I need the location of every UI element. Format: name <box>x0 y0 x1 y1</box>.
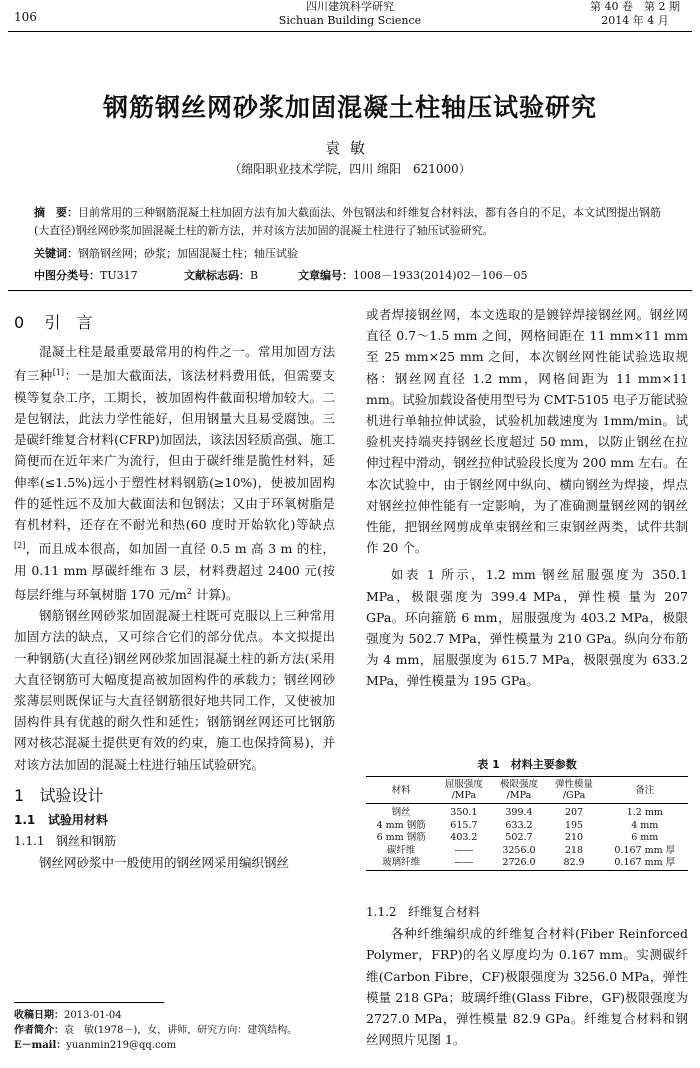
keywords-text: 钢筋钢丝网；砂浆；加固混凝土柱；轴压试验 <box>78 247 298 260</box>
page-header <box>0 0 700 32</box>
table-header-cell: 屈服强度 /MPa <box>436 777 491 804</box>
section-1-1-title: 试验用材料 <box>47 812 108 827</box>
left-column <box>14 312 335 874</box>
section-0-title: 引 言 <box>44 313 93 332</box>
table-header-row <box>366 777 688 804</box>
table-row <box>366 857 688 870</box>
issue-info <box>590 0 680 28</box>
table-cell: 2726.0 <box>491 857 546 870</box>
section-1-1-1-number: 1.1.1 <box>14 834 45 849</box>
author-email: E－mail：yuanmin219@qq.com <box>14 1040 177 1051</box>
table-row <box>366 820 688 833</box>
table-cell: 633.2 <box>505 819 533 831</box>
table-cell: 403.2 <box>450 832 478 843</box>
section-0-number: 0 <box>14 313 25 332</box>
materials-paragraph-2: 如表 1 所示，1.2 mm 钢丝屈服强度为 350.1 MPa，极限强度为 399.4 MPa，弹性模 量为 207 GPa。环向箍筋 6 mm，屈服强度为 403.2 MPa，极限强度为 502.7 MPa，弹性模量为 210 GPa。纵向分布筋为 4 mm，屈服强度为 615.7 MPa，极限强度为 633.2 MPa，弹性模量为 195 GPa。 <box>366 567 688 689</box>
table-header-cell: 极限强度 /MPa <box>491 777 546 804</box>
table-cell: 399.4 <box>505 807 533 818</box>
footnote-rule <box>14 1002 164 1003</box>
table-row <box>366 804 688 820</box>
clc-value: TU317 <box>100 269 138 282</box>
abstract <box>34 204 674 240</box>
table-1 <box>366 776 688 871</box>
article-number-label: 文章编号： <box>298 269 353 282</box>
table-cell: 6 mm <box>631 832 659 843</box>
table-cell: 碳纤维 <box>386 844 416 856</box>
table-cell: 6 mm 钢筋 <box>376 832 426 843</box>
materials-paragraph-start: 钢丝网砂浆中一般使用的钢丝网采用编织钢丝 <box>39 855 290 871</box>
table-cell: 1.2 mm <box>626 807 663 818</box>
journal-name-cn: 四川建筑科学研究 <box>306 0 394 13</box>
right-column-top <box>366 304 688 692</box>
table-cell: 502.7 <box>505 832 533 843</box>
table-1-caption: 表 1 材料主要参数 <box>477 758 577 771</box>
right-column-bottom <box>366 902 688 1050</box>
author-bio: 作者简介：袁 敏(1978－)，女，讲师，研究方向：建筑结构。 <box>14 1025 298 1036</box>
section-1-1-1-title: 钢丝和钢筋 <box>56 834 117 849</box>
article-number <box>298 267 528 283</box>
article-number-value: 1008－1933(2014)02－106－05 <box>353 269 528 282</box>
table-header-cell: 材料 <box>366 777 436 804</box>
table-cell: 玻璃纤维 <box>366 857 436 870</box>
abstract-text: 目前常用的三种钢筋混凝土柱加固方法有加大截面法、外包钢法和纤维复合材料法，都有各自的不足，本文试图提出钢筋(大直径)钢丝网砂浆加固混凝土柱的新方法，并对该方法加固的混凝土柱进行了轴压试验研究。 <box>34 206 661 237</box>
citation-2: [2] <box>14 541 26 551</box>
section-1-1-2-heading <box>366 902 688 923</box>
intro-paragraph-1: 混凝土柱是最重要最常用的构件之一。常用加固方法有三种[1]：一是加大截面法，该法材料费用低，但需要支模等复杂工序，工期长，被加固构件截面积增加较大。二是包钢法，此法力学性能好，但用钢量大且易受腐蚀。三是碳纤维复合材料(CFRP)加固法，该法因轻质高强、施工简便而在近年来广为流行，但由于碳纤维是脆性材料，延伸率(≤1.5%)远小于塑性材料钢筋(≥10%)，使被加固构件的延性远不及加大截面法和包钢法；又由于环氧树脂是有机材料，还存在不耐光和热(60 度时开始软化)等缺点[2]，而且成本很高，如加固一直径 0.5 m 高 3 m 的柱，用 0.11 mm 厚碳纤维布 3 层，材料费超过 2400 元(按每层纤维与环氧树脂 170 元$/m^2$ 计算)。 <box>14 344 335 602</box>
section-1-1-heading <box>14 810 335 831</box>
intro-paragraph-2: 钢筋钢丝网砂浆加固混凝土柱既可克服以上三种常用加固方法的缺点，又可综合它们的部分优点。本文拟提出一种钢筋(大直径)钢丝网砂浆加固混凝土柱的新方法(采用大直径钢筋可大幅度提高被加固构件的承载力；钢丝网砂浆薄层则既保证与大直径钢筋很好地共同工作，又使被加固构件具有优越的耐久性和延性；钢筋钢丝网还可比钢筋网对核芯混凝土提供更有效的约束，施工也保持简易)，并对该方法加固的混凝土柱进行轴压试验研究。 <box>14 608 335 772</box>
table-cell: 0.167 mm 厚 <box>614 844 676 856</box>
section-1-title: 试验设计 <box>39 785 104 805</box>
doc-code-label: 文献标志码： <box>184 269 250 282</box>
table-cell: 195 <box>564 819 584 831</box>
frp-paragraph: 各种纤维编织成的纤维复合材料(Fiber Reinforced Polymer，FRP)的名义厚度均为 0.167 mm。实测碳纤维(Carbon Fibre，CF)极限强度为 3256.0 MPa，弹性模量 218 GPa；玻璃纤维(Glass Fibre，GF)极限强度为 2727.0 MPa，弹性模量 82.9 GPa。纤维复合材料和钢丝网照片见图 1。 <box>366 926 688 1048</box>
section-1-1-2-number: 1.1.2 <box>366 905 397 919</box>
table-cell: 0.167 mm 厚 <box>602 857 688 870</box>
section-1-heading <box>14 785 335 806</box>
clc-label: 中图分类号： <box>34 269 100 282</box>
table-cell: —— <box>436 857 491 870</box>
keywords-label: 关键词： <box>34 247 78 260</box>
received-date: 收稿日期：2013-01-04 <box>14 1010 122 1021</box>
doc-code <box>184 267 258 283</box>
citation-1: [1] <box>52 368 65 378</box>
table-row <box>366 845 688 858</box>
table-cell: 615.7 <box>450 819 478 831</box>
table-cell: 218 <box>564 844 584 856</box>
section-0-heading <box>14 312 335 333</box>
materials-paragraph-continued: 或者焊接钢丝网，本文选取的是镀锌焊接钢丝网。钢丝网直径 0.7～1.5 mm 之间，网格间距在 11 mm×11 mm 至 25 mm×25 mm 之间，本次钢丝网性能试验选取规格：钢丝网直径 1.2 mm，网格间距为 11 mm×11 mm。试验加载设备使用型号为 CMT-5105 电子万能试验机进行单轴拉伸试验，试验机加载速度为 1mm/min。试验机夹持端夹持钢丝长度超过 50 mm，以防止钢丝在拉伸过程中滑动，钢丝拉伸试验段长度为 200 mm 左右。在本次试验中，由于钢丝网中纵向、横向钢丝为焊接，焊点对钢丝拉伸性能有一定影响，为了准确测量钢丝网的钢丝性能，把钢丝网剪成单束钢丝和三束钢丝两类，试件共制作 20 个。 <box>366 307 688 556</box>
table-cell: 4 mm 钢筋 <box>376 819 426 831</box>
clc-number <box>34 267 138 283</box>
affiliation: （绵阳职业技术学院，四川 绵阳 621000） <box>229 162 471 176</box>
issue-date: 2014 年 4 月 <box>601 14 669 27</box>
page-number: 106 <box>14 10 37 24</box>
section-1-1-1-heading <box>14 831 335 852</box>
abstract-label: 摘 要： <box>34 206 78 219</box>
table-cell: 3256.0 <box>502 844 536 856</box>
superscript-2: 2 <box>186 586 192 596</box>
volume-issue: 第 40 卷 第 2 期 <box>590 0 680 13</box>
section-1-number: 1 <box>14 785 25 805</box>
section-1-1-2-title: 纤维复合材料 <box>408 905 481 919</box>
table-cell: 钢丝 <box>391 807 411 818</box>
table-row <box>366 832 688 845</box>
abstract-rule <box>8 290 692 291</box>
table-header-cell: 备注 <box>602 777 688 804</box>
paper-title: 钢筋钢丝网砂浆加固混凝土柱轴压试验研究 <box>102 93 597 122</box>
keywords <box>34 245 674 263</box>
doc-code-value: B <box>250 269 259 282</box>
table-cell: 207 <box>564 807 584 818</box>
table-cell: 350.1 <box>450 807 478 818</box>
section-1-1-number: 1.1 <box>14 812 36 827</box>
table-cell: 4 mm <box>631 819 659 831</box>
table-cell: 210 <box>564 832 584 843</box>
table-header-cell: 弹性模量 /GPa <box>547 777 602 804</box>
footnote <box>14 1008 297 1053</box>
header-rule <box>8 31 692 32</box>
table-cell: 82.9 <box>547 857 602 870</box>
journal-name-en: Sichuan Building Science <box>278 14 422 27</box>
author-name: 袁敏 <box>324 139 375 157</box>
table-cell: —— <box>454 844 474 856</box>
